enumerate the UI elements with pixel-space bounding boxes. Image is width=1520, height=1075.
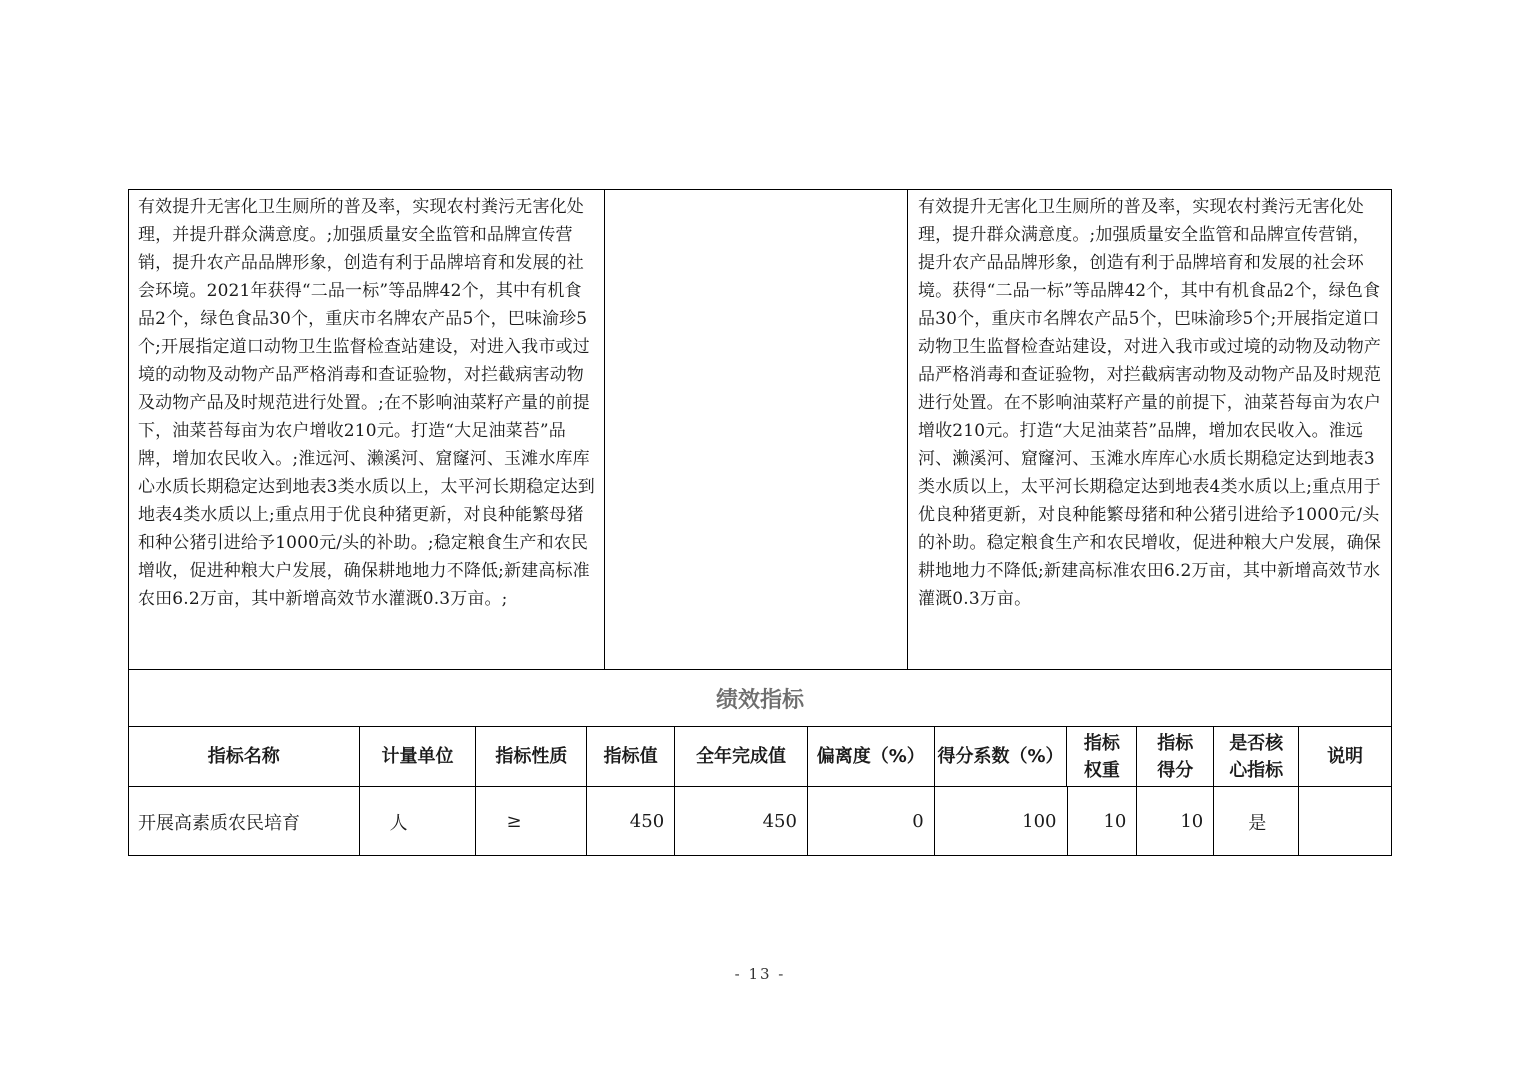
header-score-coef: 得分系数（%） (935, 727, 1068, 786)
narrative-cell-middle (605, 190, 908, 669)
cell-unit: 人 (360, 787, 477, 856)
header-indicator-name: 指标名称 (129, 727, 360, 786)
header-weight: 指标权重 (1067, 727, 1137, 786)
performance-title: 绩效指标 (129, 670, 1391, 727)
table-row (129, 787, 1391, 856)
narrative-cell-left (129, 190, 605, 669)
header-note: 说明 (1327, 746, 1364, 767)
header-target: 指标值 (587, 727, 675, 786)
page-number: - 13 - (734, 965, 786, 983)
narrative-left-text: 有效提升无害化卫生厕所的普及率，实现农村粪污无害化处理，并提升群众满意度。;加强质量安全监管和品牌宣传营销，提升农产品品牌形象，创造有利于品牌培育和发展的社会环境。2021年获得“二品一标”等品牌42个，其中有机食品2个，绿色食品30个，重庆市名牌农产品5个，巴味渝珍5个;开展指定道口动物卫生监督检查站建设，对进入我市或过境的动物及动物产品严格消毒和查证验物，对拦截病害动物及动物产品及时规范进行处置。;在不影响油菜籽产量的前提下，油菜苔每亩为农户增收210元。打造“大足油菜苔”品牌，增加农民收入。;淮远河、濑溪河、窟窿河、玉滩水库库心水质长期稳定达到地表3类水质以上，太平河长期稳定达到地表4类水质以上;重点用于优良种猪更新，对良种能繁母猪和种公猪引进给予1000元/头的补助。;稳定粮食生产和农民增收，促进种粮大户发展，确保耕地地力不降低;新建高标准农田6.2万亩，其中新增高效节水灌溉0.3万亩。; (138, 197, 595, 609)
cell-score: 10 (1137, 787, 1214, 856)
performance-table (128, 669, 1392, 856)
table-header-row (129, 727, 1391, 787)
cell-completed: 450 (675, 787, 808, 856)
cell-note (1299, 787, 1391, 856)
header-nature: 指标性质 (476, 727, 587, 786)
header-score: 指标得分 (1137, 727, 1214, 786)
cell-nature: ≥ (476, 787, 587, 856)
header-is-core: 是否核心指标 (1214, 727, 1299, 786)
header-unit: 计量单位 (360, 727, 477, 786)
cell-score-coef: 100 (935, 787, 1068, 856)
header-deviation: 偏离度（%） (808, 727, 935, 786)
narrative-right-text: 有效提升无害化卫生厕所的普及率，实现农村粪污无害化处理，提升群众满意度。;加强质量安全监管和品牌宣传营销，提升农产品品牌形象，创造有利于品牌培育和发展的社会环境。获得“二品一标”等品牌42个，其中有机食品2个，绿色食品30个，重庆市名牌农产品5个，巴味渝珍5个;开展指定道口动物卫生监督检查站建设，对进入我市或过境的动物及动物产品严格消毒和查证验物，对拦截病害动物及动物产品及时规范进行处置。在不影响油菜籽产量的前提下，油菜苔每亩为农户增收210元。打造“大足油菜苔”品牌，增加农民收入。淮远河、濑溪河、窟窿河、玉滩水库库心水质长期稳定达到地表3类水质以上，太平河长期稳定达到地表4类水质以上;重点用于优良种猪更新，对良种能繁母猪和种公猪引进给予1000元/头的补助。稳定粮食生产和农民增收，促进种粮大户发展，确保耕地地力不降低;新建高标准农田6.2万亩，其中新增高效节水灌溉0.3万亩。 (918, 197, 1382, 609)
cell-weight: 10 (1068, 787, 1138, 856)
cell-deviation: 0 (808, 787, 935, 856)
header-completed: 全年完成值 (675, 727, 808, 786)
narrative-cell-right (908, 190, 1391, 669)
cell-indicator-name: 开展高素质农民培育 (129, 787, 360, 856)
cell-target: 450 (587, 787, 675, 856)
cell-is-core: 是 (1214, 787, 1299, 856)
narrative-table (128, 189, 1392, 670)
